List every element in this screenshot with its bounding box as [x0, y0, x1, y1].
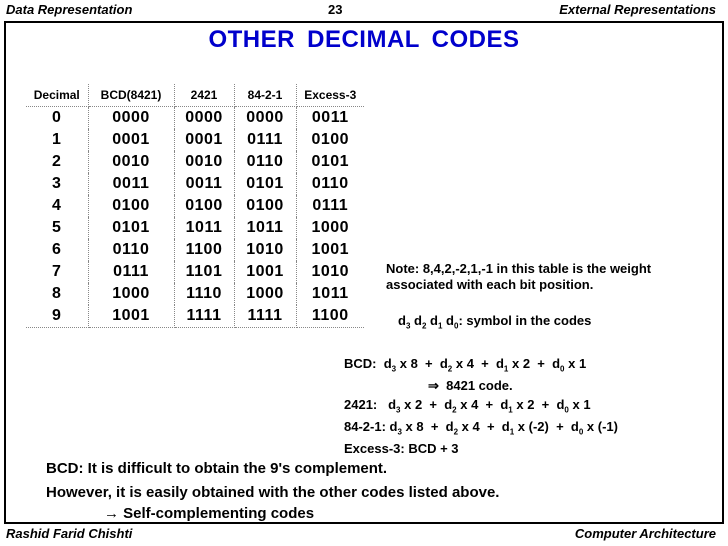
symbol-note: $d_3$ $d_2$ $d_1$ $d_0$: symbol in the codes: [398, 313, 592, 331]
bcd-result: [428, 378, 513, 394]
table-cell: 0100: [234, 195, 296, 217]
table-cell: 1001: [88, 305, 174, 328]
bcd-formula-label: BCD:: [344, 356, 377, 371]
self-complementing-line: [104, 505, 314, 522]
column-header: 2421: [174, 84, 234, 107]
table-cell: 9: [26, 305, 88, 328]
table-cell: 5: [26, 217, 88, 239]
formula-84-2-1: 84-2-1: $d_3$ x $8 + d_2$ x $4 + d_1$ x $(-2) + d_0$ x (-1): [344, 419, 618, 437]
table-cell: 0110: [88, 239, 174, 261]
table-row: [26, 283, 364, 305]
table-cell: 0101: [311, 153, 350, 170]
slide-header: [0, 0, 728, 22]
table-cell: 1111: [174, 305, 234, 328]
table-row: [26, 305, 364, 328]
table-cell: 2: [26, 151, 88, 173]
bcd-formula: BCD: $d_3$ x $8 + d_2$ x $4 + d_1$ x $2 + d_0$ x 1: [344, 356, 587, 374]
formula-2421-label: 2421:: [344, 397, 378, 412]
header-right-text: External Representations: [559, 2, 716, 17]
table-row: [26, 129, 364, 151]
slide-title: OTHER DECIMAL CODES: [208, 26, 520, 53]
column-header: Excess-3: [296, 84, 364, 107]
bcd-result-text: 8421 code.: [446, 378, 513, 393]
table-cell: 1000: [88, 283, 174, 305]
table-cell: 7: [26, 261, 88, 283]
table-cell: 1010: [311, 263, 350, 280]
column-header: Decimal: [26, 84, 88, 107]
bottom-rule: [4, 522, 724, 524]
table-cell: 1011: [311, 285, 349, 302]
table-cell: 0: [26, 107, 88, 130]
symbol-note-text: : symbol in the codes: [458, 313, 592, 328]
top-rule: [4, 21, 724, 23]
table-cell: 1111: [234, 305, 296, 328]
table-cell: 0111: [312, 197, 349, 214]
footer-author: Rashid Farid Chishti: [6, 526, 133, 541]
table-cell: 0110: [234, 151, 296, 173]
other-codes-statement: However, it is easily obtained with the other codes listed above.: [46, 484, 500, 501]
table-cell: 0000: [88, 107, 174, 130]
table-row: [26, 151, 364, 173]
table-cell: 0111: [88, 261, 174, 283]
left-border: [4, 22, 6, 522]
table-cell: 0000: [174, 107, 234, 130]
decimal-codes-table: [26, 84, 364, 328]
weight-note-line1: Note: 8,4,2,-2,1,-1 in this table is the weight: [386, 261, 652, 276]
table-cell: 0000: [234, 107, 296, 130]
table-cell: 8: [26, 283, 88, 305]
table-cell: 1010: [234, 239, 296, 261]
table-cell: 0011: [88, 173, 174, 195]
page-number: 23: [328, 2, 343, 17]
table-row: [26, 217, 364, 239]
formula-84-2-1-label: 84-2-1:: [344, 419, 386, 434]
table-cell: 1101: [174, 261, 234, 283]
table-cell: 0001: [174, 129, 234, 151]
right-border: [722, 22, 724, 522]
table-row: [26, 107, 364, 130]
self-complementing-text: Self-complementing codes: [123, 505, 315, 522]
table-header-row: [26, 84, 364, 107]
table-cell: 0010: [88, 151, 174, 173]
formula-2421: 2421: $d_3$ x $2 + d_2$ x $4 + d_1$ x $2 + d_0$ x 1: [344, 397, 591, 415]
table-cell: 6: [26, 239, 88, 261]
table-cell: 0101: [234, 173, 296, 195]
table-cell: 4: [26, 195, 88, 217]
weight-note-line2: associated with each bit position.: [386, 277, 594, 292]
table-cell: 0100: [88, 195, 174, 217]
right-arrow-icon: →: [104, 505, 119, 522]
table-cell: 0010: [174, 151, 234, 173]
table-cell: 1011: [174, 217, 234, 239]
table-cell: 0011: [311, 109, 349, 126]
column-header: BCD(8421): [88, 84, 174, 107]
table-cell: 3: [26, 173, 88, 195]
table-cell: 0110: [311, 175, 349, 192]
bcd-statement: BCD: It is difficult to obtain the 9's complement.: [46, 460, 388, 477]
implies-symbol: ⇒: [428, 378, 439, 393]
table-cell: 0101: [88, 217, 174, 239]
footer-course: Computer Architecture: [574, 526, 716, 541]
table-cell: 0001: [88, 129, 174, 151]
column-header: 84-2-1: [234, 84, 296, 107]
table-cell: 1: [26, 129, 88, 151]
table-cell: 1100: [174, 239, 234, 261]
table-cell: 1000: [234, 283, 296, 305]
table-cell: 0100: [174, 195, 234, 217]
table-cell: 1110: [174, 283, 234, 305]
table-cell: 1011: [234, 217, 296, 239]
table-row: [26, 195, 364, 217]
table-cell: 1001: [311, 241, 350, 258]
table-row: [26, 173, 364, 195]
header-left-text: Data Representation: [6, 2, 133, 17]
table-cell: 1100: [296, 305, 364, 328]
table-cell: 0111: [234, 129, 296, 151]
table-cell: 1001: [234, 261, 296, 283]
table-row: [26, 261, 364, 283]
table-row: [26, 239, 364, 261]
table-cell: 1000: [311, 219, 350, 236]
excess3-formula: Excess-3: BCD + 3: [344, 441, 459, 456]
table-cell: 0100: [311, 131, 350, 148]
table-cell: 0011: [174, 173, 234, 195]
